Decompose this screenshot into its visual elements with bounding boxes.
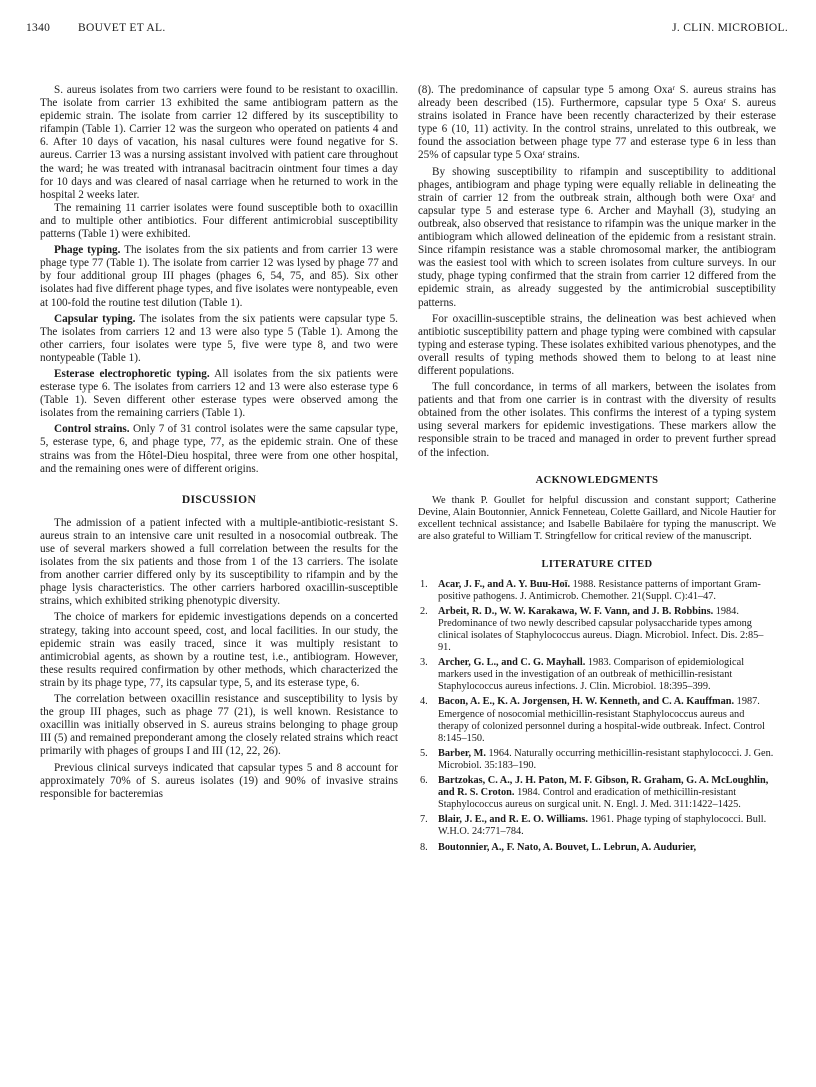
reference-item: 1. Acar, J. F., and A. Y. Buu-Hoï. 1988. Resistance patterns of important Gram-positive pathogens. J. Antimicrob. Chemother. 21(Suppl. C):41–47. [420, 578, 761, 602]
phage-typing-heading: Phage typing. [54, 244, 121, 257]
reference-item: 5. Barber, M. 1964. Naturally occurring methicillin-resistant staphylococci. J. Gen. Microbiol. 35:183–190. [420, 747, 774, 771]
discussion-paragraph: Previous clinical surveys indicated that capsular types 5 and 8 account for approximately 70% of S. aureus isolates (19) and 90% of invasive strains responsible for bacteremias [40, 761, 398, 800]
acknowledgments-text: We thank P. Goullet for helpful discussion and constant support; Catherine Devine, Alain Boutonnier, Annick Fenneteau, Colette Gaillard, and Nicole Hautier for excellent technical assistance; and Isabelle Babilaère for typing the manuscript. We are also grateful to William T. Stringfellow for critical review of the manuscript. [418, 494, 776, 543]
reference-item: 8. Boutonnier, A., F. Nato, A. Bouvet, L. Lebrun, A. Audurier, [420, 841, 697, 853]
capsular-typing-heading: Capsular typing. [54, 312, 136, 325]
left-column [40, 84, 398, 801]
literature-cited-heading: LITERATURE CITED [541, 558, 653, 570]
phage-typing-text: The isolates from the six patients and from carrier 13 were phage type 77 (Table 1). The isolate from carrier 12 was lysed by phage 77 and by four additional group III phages (phages 6, 54, 75, and 85). Six other isolates had five different phage types, and five isolates were nontypeable, even at 100-fold the routine test dilution (Table 1). [40, 244, 398, 309]
esterase-typing-text: All isolates from the six patients were esterase type 6. The isolates from carriers 12 and 13 were also esterase type 6 (Table 1). Seven different other esterase types were observed among the isolates from the remaining carriers (Table 1). [40, 367, 398, 420]
discussion-paragraph: The correlation between oxacillin resistance and susceptibility to lysis by the group III phages, such as phage 77 (21), is well known. Resistance to oxacillin was initially observed in S. aureus strains belonging to phage group III (5) and remained preponderant among the closely related strains which react primarily with phages of groups I and III (12, 22, 26). [40, 693, 398, 758]
capsular-typing-paragraph [40, 313, 398, 365]
discussion-paragraph: The admission of a patient infected with a multiple-antibiotic-resistant S. aureus strain to an intensive care unit resulted in a nosocomial outbreak. The use of several markers showed a full correlation between the results for the isolates from the six patients and those from 1 of the 13 carriers. The isolate from another carrier differed only by its susceptibility to rifampin and by the phage lysis characteristics. The other carriers harbored oxacillin-susceptible strains, which exhibited striking phenotypic diversity. [40, 516, 398, 608]
results-paragraph: S. aureus isolates from two carriers were found to be resistant to oxacillin. The isolate from carrier 13 exhibited the same antibiogram pattern as the epidemic strain. The isolate from carrier 12 differed by its susceptibility to rifampin (Table 1). Carrier 12 was the surgeon who operated on patients 4 and 6. After 10 days of vacation, his nasal cultures were found negative for S. aureus. Carrier 13 was a nursing assistant involved with patient care throughout the ward; he was treated with intranasal bacitracin ointment four times a day for 10 days and was cleared of nasal carriage when he returned to work in the hospital 2 weeks later. [40, 84, 398, 201]
reference-list [418, 579, 776, 854]
esterase-typing-heading: Esterase electrophoretic typing. [54, 367, 210, 380]
phage-typing-paragraph [40, 244, 398, 309]
right-column [418, 84, 776, 857]
esterase-typing-paragraph [40, 368, 398, 420]
discussion-paragraph: By showing susceptibility to rifampin and susceptibility to additional phages, antibiogram and phage typing were equally reliable in delineating the strain of carrier 12 from the outbreak strain, although both were Oxaʳ and capsular type 5 and esterase type 6. Archer and Mayhall (3), studying an outbreak, also observed that resistance to rifampin was the unique marker in the antibiogram which allowed delineation of the epidemic from a resistant strain. Since rifampin resistance was a stable chromosomal marker, the antibiogram was the easiest tool with which to screen isolates from culture surveys. In our study, phage typing confirmed that the strain from carrier 12 differed from the epidemic strain, as already suggested by the antimicrobial susceptibility patterns. [418, 165, 776, 309]
results-paragraph: The remaining 11 carrier isolates were found susceptible both to oxacillin and to multiple other antibiotics. Four different antimicrobial susceptibility patterns (Table 1) were exhibited. [40, 201, 398, 241]
running-authors: BOUVET ET AL. [78, 22, 166, 34]
reference-item: 7. Blair, J. E., and R. E. O. Williams. 1961. Phage typing of staphylococci. Bull. W.H.O. 24:771–784. [420, 814, 767, 838]
journal-name: J. CLIN. MICROBIOL. [672, 22, 788, 34]
capsular-typing-text: The isolates from the six patients were capsular type 5. The isolates from carriers 12 and 13 were also type 5 (Table 1). Among the other carriers, four isolates were type 5, five were type 8, and two were nontypeable (Table 1). [40, 312, 398, 364]
page-number: 1340 [26, 22, 51, 34]
running-header [26, 22, 788, 38]
discussion-paragraph: The full concordance, in terms of all markers, between the isolates from patients and that from one carrier is in contrast with the diversity of results obtained from the other isolates. This confirms the interest of a typing system using several markers for epidemic investigations. These markers allow the responsible strain to be traced and managed in order to prevent further spread of the infection. [418, 381, 776, 459]
discussion-paragraph: (8). The predominance of capsular type 5 among Oxaʳ S. aureus strains has already been described (15). Furthermore, capsular type 5 Oxaʳ S. aureus strains isolated in France have been recently characterized by their esterase type 6 (10, 11) activity. In the control strains, unrelated to this outbreak, we found the association between phage type 77 and esterase type 6 in less than 25% of capsular type 5 Oxaʳ strains. [418, 84, 776, 162]
control-strains-paragraph [40, 423, 398, 475]
reference-item: 6. Bartzokas, C. A., J. H. Paton, M. F. Gibson, R. Graham, G. A. McLoughlin, and R. S. Croton. 1984. Control and eradication of methicillin-resistant Staphylococcus aureus on surgical unit. N. Engl. J. Med. 311:1422–1425. [420, 775, 769, 811]
acknowledgments-heading: ACKNOWLEDGMENTS [535, 474, 659, 486]
discussion-paragraph: For oxacillin-susceptible strains, the delineation was best achieved when antibiotic susceptibility pattern and phage typing were combined with capsular typing and esterase typing. These isolates exhibited various phenotypes, and the overall results of typing methods showed them to belong to at least nine different populations. [418, 312, 776, 377]
discussion-paragraph: The choice of markers for epidemic investigations depends on a concerted strategy, taking into account speed, cost, and local facilities. In our study, the epidemic strain was easily traced, since it was multiply resistant to antimicrobial agents, as shown by a routine test, i.e., antibiogram. However, these results required confirmation by other methods, which characterized the strain by its phage type, 77, its capsular type, 5, and its esterase type, 6. [40, 611, 398, 689]
control-strains-text: Only 7 of 31 control isolates were the same capsular type, 5, esterase type, 6, and phage type, 77, as the epidemic strain. One of these strains was from the Hôtel-Dieu hospital, three were from one other hospital, and the remaining ones were of different origins. [40, 423, 399, 475]
reference-item: 2. Arbeit, R. D., W. W. Karakawa, W. F. Vann, and J. B. Robbins. 1984. Predominance of two newly described capsular polysaccharide types among clinical isolates of Staphylococcus aureus. Diagn. Microbiol. Infect. Dis. 2:85–91. [420, 605, 764, 654]
control-strains-heading: Control strains. [54, 423, 130, 436]
discussion-heading: DISCUSSION [181, 493, 257, 506]
reference-item: 3. Archer, G. L., and C. G. Mayhall. 1983. Comparison of epidemiological markers used in the investigation of an outbreak of methicillin-resistant Staphylococcus aureus infections. J. Clin. Microbiol. 18:395–399. [420, 657, 745, 693]
reference-item: 4. Bacon, A. E., K. A. Jorgensen, H. W. Kenneth, and C. A. Kauffman. 1987. Emergence of nosocomial methicillin-resistant Staphylococcus aureus and therapy of colonized personnel during a hospital-wide outbreak. Infect. Control 8:145–150. [420, 696, 765, 744]
